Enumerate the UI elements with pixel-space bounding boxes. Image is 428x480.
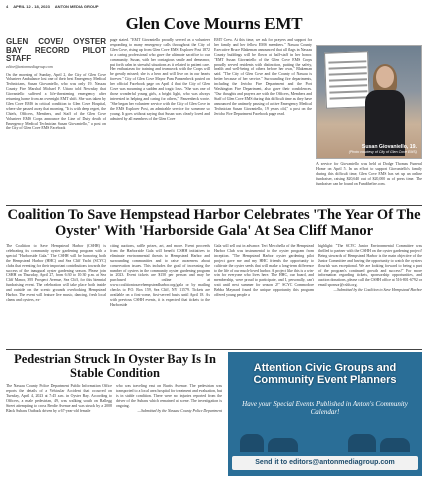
page-number: 4 bbox=[6, 4, 9, 9]
story3-text-2: who was traveling east on Burtis Avenue. The pedestrian was transported to a local area hospital for treatment and evaluation, but is in stable condition. There were no injuries reported from the driver of the Subaru which remained at scene. The investigation is ongoing. bbox=[116, 384, 222, 408]
photo-credit: (Photo courtesy of City of Glen Cove EMS) bbox=[348, 150, 417, 154]
publication-name: ANTON MEDIA GROUP bbox=[54, 4, 99, 9]
crowd-silhouette-icon bbox=[348, 434, 376, 452]
ad-title: Attention Civic Groups and Community Event Planners bbox=[253, 362, 397, 386]
photo-caption bbox=[317, 144, 421, 154]
story1-byline: GLEN COVE/ OYSTER BAY RECORD PILOT STAFF bbox=[6, 38, 106, 63]
story2-text-4: highlight: "The SCYC Junior Environmental Committee was thrilled to partner with the CSHH on the oyster gardening project! Being stewards of Hempstead Harbor is the main objective of the Junior Committee and having the opportunity to watch the oysters flourish was exceptional. We are looking forward to being a part of the program's continued growth and success!" For more information regarding tickets, sponsorship opportunities, and auction donations, please call the CSHH office at 516-801-6792 or email sponsor@cshh.org. bbox=[318, 244, 422, 288]
story2-signoff: —Submitted by the Coalition to Save Hempstead Harbor bbox=[333, 288, 422, 293]
story2-column-3: Gala will sell out in advance. Teri Mecchella of the Hempstead Harbor Club was instrumental to the oyster program from inception. "The Hempstead Harbor oyster gardening pilot project gave me and my HHC friends the opportunity to cultivate the oyster seeds that will make a long-term difference to the life of our much-loved harbor. A project like this is a win-win for everyone who lives here. The HHC, our board, and membership, were proud to participate, and I, personally, can't wait until next summer for season 2!" SCYC Commodore Bebba Maynard found the unique opportunity this program offered young people a bbox=[214, 244, 314, 298]
story1-text-1: On the morning of Sunday, April 2, the City of Glen Cove Volunteer Ambulance lost one of their best Emergency Medical Technicians, Susan Giovaniello, who was only 19. Nassau County Fire Marshal Michael F. Uttaro told Newsday that Giovaniello suffered a life-threatening emergency after returning home from an overnight EMT shift. She was taken by Glen Cove EMS in critical condition to Glen Cove Hospital, where she passed away that morning. "It is with deep regret, the Chiefs, Officers, Members, and Staff of the Glen Cove Volunteer EMS Corps announce the Line of Duty death of Emergency Medical Technician Susan Giovaniello," a post on the City of Glen Cove EMS Facebook bbox=[6, 72, 106, 131]
ad-email-link[interactable]: Send it to editors@antonmediagroup.com bbox=[232, 456, 418, 470]
crowd-silhouette-icon bbox=[268, 438, 298, 452]
story1-column-4: A service for Giovaniello was held at Dodge Thomas Funeral Home on April 5. In an effort to support Giovaniello's family during this difficult time, Glen Cove EMS has set up an online fundraiser, raising $20,640 out of $20,000 as of press time. The fundraiser can be found on Fundthefire.com. bbox=[316, 162, 422, 186]
story3-column-2 bbox=[116, 384, 222, 476]
section-divider-2 bbox=[6, 349, 422, 350]
story2-column-4 bbox=[318, 244, 422, 348]
story1-email: editor@antonmediagroup.com bbox=[6, 64, 53, 69]
story1-headline: Glen Cove Mourns EMT bbox=[125, 14, 303, 33]
crowd-silhouette-icon bbox=[380, 438, 410, 452]
story3-headline: Pedestrian Struck In Oyster Bay Is In Stable Condition bbox=[14, 352, 216, 380]
ad-subtitle: Have your Special Events Published in Anton's Community Calendar! bbox=[242, 400, 408, 416]
story3-signoff: —Submitted by the Nassau County Police Department bbox=[137, 408, 222, 413]
susan-photo bbox=[316, 45, 422, 159]
story2-column-2: citing auctions, raffle prizes, art, and more. Event proceeds from the Harborside Gala will benefit CSHH initiatives to eliminate environmental threats to Hempstead Harbor and surrounding communities and to raise awareness about conservation issues. This includes the goal of increasing the number of oysters in the community oyster gardening program in 2023. Event tickets are $150 per person and may be purchased online at www.coalitiontosavehempsteadharbor.org/gala or by mailing checks to P.O. Box 159, Sea Cliff, NY 11579. Tickets are available on a first-come, first-served basis until April 18. As with previous CSHH events, it is expected that tickets to the Harborside bbox=[110, 244, 210, 307]
section-divider bbox=[6, 205, 422, 206]
crowd-silhouette-icon bbox=[240, 434, 264, 452]
photo-caption-name: Susan Giovaniello, 19. bbox=[361, 144, 417, 150]
story3-column-1: The Nassau County Police Department Public Information Office reports the details of a Vehicular Accident that occurred on Tuesday, April 4, 2023 at 7:45 a.m. in Oyster Bay. According to Officers, a male pedestrian, 49, was walking south on Rallegg Street attempting to cross Berdie Avenue and was struck by a 2008 Black Subaru Outback driven by a 67-year-old female bbox=[6, 384, 112, 413]
story1-column-1 bbox=[6, 38, 106, 206]
issue-date: APRIL 12 - 18, 2023 bbox=[13, 4, 50, 9]
story2-headline: Coalition To Save Hempstead Harbor Celebrates 'The Year Of The Oyster' With 'Harborside Gala' At Sea Cliff Manor bbox=[7, 207, 421, 239]
story2-column-1: The Coalition to Save Hempstead Harbor (CSHH) is celebrating its community oyster gardening program with a special "Harborside Gala." The CSHH will be honoring both the Hempstead Harbor (HHC) and Sea Cliff Yacht (SCYC) clubs that eventing for their important contributions towards the success of the inaugural oyster gardening season. Please join CSHH on Thursday, April 27, from 6:30 to 10:30 p.m. at Sea Cliff Manor, 395 Prospect Avenue, Sea Cliff, for this biennial fundraising event. The celebration will take place both inside and outside on the scenic grounds overlooking Hempstead Harbor. The event will feature live music, dancing, fresh local clams and oysters, ex- bbox=[6, 244, 106, 302]
community-calendar-ad[interactable] bbox=[228, 352, 422, 476]
story1-column-2: page stated. "EMT Giovaniello proudly served as a volunteer responding to many emergency calls throughout the City of Glen Cove, rising up from Glen Cove EMS Explorer Post 1872 to a caring professional who gave the ultimate sacrifice to our community. Susan, with her contagious smile and demeanor, put forth calm in stressful situations as it related to patient care. Her enthusiasm for training and teamwork with the Corps will be greatly missed; she is a hero and will live on in our hearts forever." City of Glen Cove Mayor Pam Panzenbeck posted on her official Facebook page on April 4 that the City of Glen Cove was mourning a sudden and tragic loss. "She was one of those wonderful young girls, a bright light, who was always interested in helping and caring for others," Panzenbeck wrote. "She began her volunteer service with the City of Glen Cove in the EMS Explorer Post, an admirable service for someone so young. It goes without saying that Susan was clearly loved and admired by all members of the Glen Cove bbox=[110, 38, 210, 121]
story1-column-3: EMT Crew. At this time, we ask for prayers and support for her family and her fellow EMS members." Nassau County Executive Bruce Blakeman announced that all flags in Nassau County buildings will be flown at half-staff in her honor. "EMT Susan Giovaniello of the Glen Cove EMS Corps proudly served residents with distinction, putting the safety, health and well-being of others before her own," Blakeman said. "The City of Glen Cove and the County of Nassau is better because of her service." Surrounding fire departments, including the Jericho Fire Department and the Port Washington Fire Department, also gave their condolences. "Our thoughts and prayers are with the Officers, Members and Staff of Glen Cove EMS during this difficult time as they have announced the untimely passing of active Emergency Medical Technician Susan Giovaniello, 19 years old," a post on the Jericho Fire Department Facebook page read. bbox=[214, 38, 312, 116]
page-header bbox=[6, 4, 422, 11]
person-portrait bbox=[361, 66, 409, 156]
